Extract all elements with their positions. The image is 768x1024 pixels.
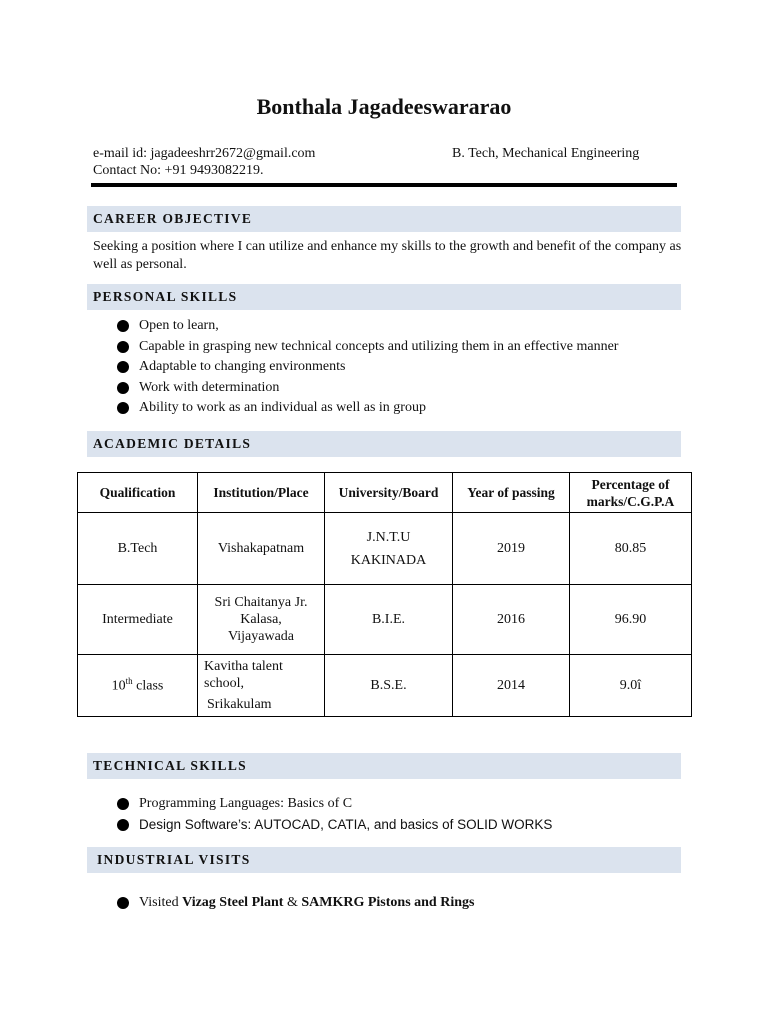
bullet-icon [117,361,129,373]
column-header: Percentage of marks/C.G.P.A [570,473,692,513]
table-row [78,655,692,717]
bullet-icon [117,341,129,353]
header-divider [91,183,677,187]
score-cell: 96.90 [570,585,692,655]
section-technical-skills [87,753,681,779]
bullet-icon [117,819,129,831]
column-header: Institution/Place [198,473,325,513]
section-title: INDUSTRIAL VISITS [97,852,251,867]
bullet-icon [117,798,129,810]
bullet-icon [117,897,129,909]
column-header: University/Board [325,473,453,513]
section-title: ACADEMIC DETAILS [93,436,252,451]
list-item: Design Software’s: AUTOCAD, CATIA, and basics of SOLID WORKS [117,815,552,836]
score-cell: 9.0î [570,655,692,717]
personal-skills-list [117,316,618,419]
qualification-cell: 10th class [78,655,198,717]
industrial-visits-list [117,893,474,914]
table-header-row [78,473,692,513]
qualification-cell: Intermediate [78,585,198,655]
section-career-objective [87,206,681,232]
institution-cell: Vishakapatnam [198,513,325,585]
contact-block [93,145,315,179]
column-header: Qualification [78,473,198,513]
institution-cell: Kavitha talent school, Srikakulam [198,655,325,717]
qualification-cell: B.Tech [78,513,198,585]
degree-line: B. Tech, Mechanical Engineering [452,146,640,161]
candidate-name: Bonthala Jagadeeswararao [256,94,512,119]
section-industrial-visits [87,847,681,873]
year-cell: 2019 [453,513,570,585]
score-cell: 80.85 [570,513,692,585]
technical-skills-list [117,794,552,835]
section-title: CAREER OBJECTIVE [93,211,253,226]
list-item: Capable in grasping new technical concepts and utilizing them in an effective manner [117,337,618,358]
board-cell: J.N.T.U KAKINADA [325,513,453,585]
section-academic-details [87,431,681,457]
table-row [78,513,692,585]
section-title: TECHNICAL SKILLS [93,758,247,773]
list-item: Work with determination [117,378,618,399]
bullet-icon [117,402,129,414]
board-cell: B.I.E. [325,585,453,655]
table-row [78,585,692,655]
list-item: Open to learn, [117,316,618,337]
list-item: Ability to work as an individual as well as in group [117,398,618,419]
phone-line: Contact No: +91 9493082219. [93,163,264,178]
list-item: Visited Vizag Steel Plant & SAMKRG Pistons and Rings [117,893,474,914]
academic-table [77,472,692,717]
list-item: Programming Languages: Basics of C [117,794,552,815]
column-header: Year of passing [453,473,570,513]
board-cell: B.S.E. [325,655,453,717]
section-title: PERSONAL SKILLS [93,289,238,304]
year-cell: 2016 [453,585,570,655]
bullet-icon [117,320,129,332]
list-item: Adaptable to changing environments [117,357,618,378]
career-objective-text: Seeking a position where I can utilize and enhance my skills to the growth and benefit of the company as well as personal. [93,239,682,272]
email-line: e-mail id: jagadeeshrr2672@gmail.com [93,146,316,161]
year-cell: 2014 [453,655,570,717]
bullet-icon [117,382,129,394]
section-personal-skills [87,284,681,310]
institution-cell: Sri Chaitanya Jr. Kalasa, Vijayawada [198,585,325,655]
